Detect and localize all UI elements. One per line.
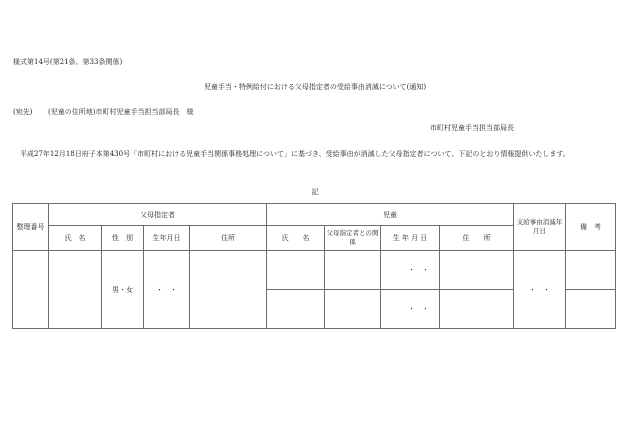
number-cell: [13, 251, 49, 329]
parent-group-header: 父母指定者: [49, 204, 267, 226]
parent-dob-header: 生年月日: [144, 226, 190, 251]
parent-sex-header: 性 別: [102, 226, 144, 251]
addressee-prefix: (宛先): [13, 108, 33, 116]
parent-name-header: 氏 名: [49, 226, 102, 251]
child-address-header: 住 所: [440, 226, 514, 251]
form-number: 様式第14号(第21条、第33条関係): [13, 58, 123, 66]
child-dob-cell: ・ ・: [381, 251, 440, 290]
body-paragraph: 平成27年12月18日府子本第430号「市町村における児童手当関係事務処理について」に基づき、受給事由が消滅した父母指定者について、下記のとおり情報提供いたします。: [20, 150, 570, 158]
child-name-cell: [267, 290, 325, 329]
sender: 市町村児童手当担当部局長: [430, 124, 514, 132]
parent-address-cell: [190, 251, 267, 329]
reason-date-header: 支給事由消滅年月日: [514, 204, 566, 251]
document-title: 児童手当・特例給付における父母指定者の受給事由消滅について(通知): [203, 83, 427, 91]
header-row-1: [13, 204, 616, 226]
parent-address-header: 住所: [190, 226, 267, 251]
parent-sex-cell: 男・女: [102, 251, 144, 329]
child-relation-cell: [325, 290, 381, 329]
child-address-cell: [440, 290, 514, 329]
child-dob-cell: ・ ・: [381, 290, 440, 329]
note-cell: [566, 251, 616, 290]
child-relation-cell: [325, 251, 381, 290]
number-header: 整理番号: [13, 204, 49, 251]
parent-dob-cell: ・ ・: [144, 251, 190, 329]
child-name-header: 氏 名: [267, 226, 325, 251]
child-dob-header: 生 年 月 日: [381, 226, 440, 251]
child-relation-header: 父母指定者との関係: [325, 226, 381, 251]
note-cell: [566, 290, 616, 329]
child-address-cell: [440, 251, 514, 290]
reason-date-cell: ・ ・: [514, 251, 566, 329]
child-name-cell: [267, 251, 325, 290]
parent-name-cell: [49, 251, 102, 329]
child-group-header: 児童: [267, 204, 514, 226]
note-header: 備 考: [566, 204, 616, 251]
ki-heading: 記: [311, 188, 319, 196]
table-row: [13, 251, 616, 290]
notification-table: [12, 203, 616, 329]
addressee: (児童の住所地)市町村児童手当担当部局長 様: [48, 108, 194, 116]
